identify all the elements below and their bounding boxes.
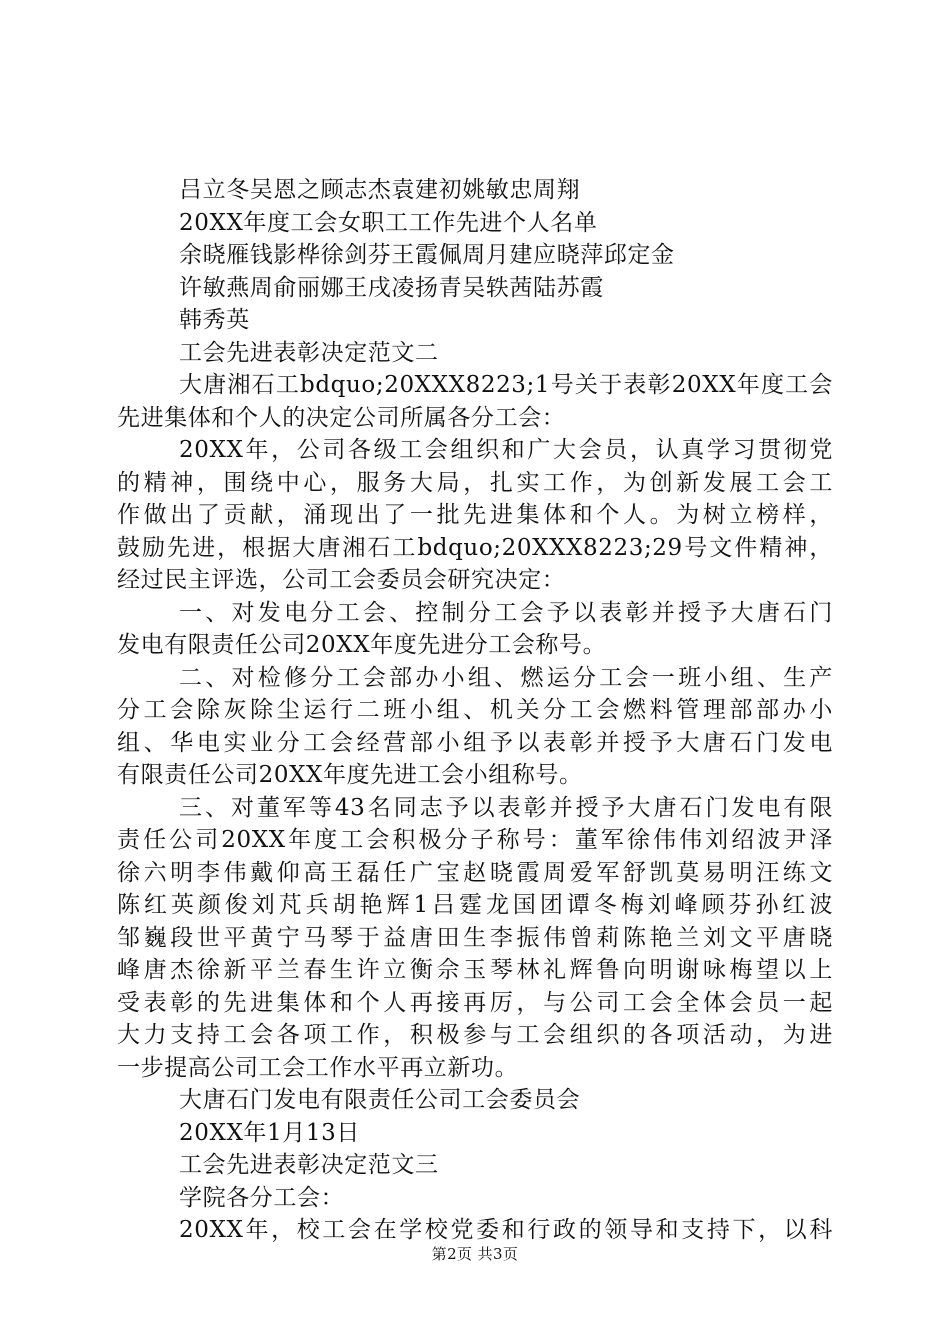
text-line: 学院各分工会： [179, 1184, 345, 1211]
text-line: 20XX年，公司各级工会组织和广大会员，认真学习贯彻党 [179, 437, 833, 463]
text-line: 许敏燕周俞丽娜王戌凌扬青吴轶茜陆苏霞 [179, 274, 604, 301]
text-line: 作做出了贡献，涌现出了一批先进集体和个人。为树立榜样， [117, 502, 833, 528]
text-line: 的精神，围绕中心，服务大局，扎实工作，为创新发展工会工 [117, 469, 833, 496]
text-line: 发电有限责任公司20XX年度先进分工会称号。 [117, 632, 607, 658]
text-line: 陈红英颜俊刘芃兵胡艳辉1吕霆龙国团谭冬梅刘峰顾芬孙红波 [117, 892, 833, 918]
text-line: 韩秀英 [179, 307, 250, 333]
text-line: 20XX年度工会女职工工作先进个人名单 [179, 209, 598, 236]
text-line: 先进集体和个人的决定公司所属各分工会： [117, 404, 566, 431]
date-line: 20XX年1月13日 [179, 1119, 360, 1146]
section-heading: 工会先进表彰决定范文二 [179, 339, 439, 366]
text-line: 有限责任公司20XX年度先进工会小组称号。 [117, 762, 583, 788]
text-line: 二、对检修分工会部办小组、燃运分工会一班小组、生产 [179, 664, 833, 691]
text-line: 大唐湘石工bdquo;20XXX8223;1号关于表彰20XX年度工会 [179, 372, 833, 398]
text-line: 经过民主评选，公司工会委员会研究决定： [117, 567, 566, 593]
signature-line: 大唐石门发电有限责任公司工会委员会 [179, 1087, 581, 1113]
text-line: 责任公司20XX年度工会积极分子称号：董军徐伟伟刘绍波尹泽 [117, 827, 833, 853]
text-line: 余晓雁钱影桦徐剑芬王霞佩周月建应晓萍邱定金 [179, 242, 675, 268]
text-line: 受表彰的先进集体和个人再接再厉，与公司工会全体会员一起 [117, 989, 833, 1016]
text-line: 三、对董军等43名同志予以表彰并授予大唐石门发电有限 [179, 794, 833, 821]
text-line: 20XX年，校工会在学校党委和行政的领导和支持下，以科 [179, 1217, 833, 1243]
text-line: 一、对发电分工会、控制分工会予以表彰并授予大唐石门 [179, 599, 833, 626]
document-body [117, 174, 833, 1247]
text-line: 鼓励先进，根据大唐湘石工bdquo;20XXX8223;29号文件精神， [117, 534, 833, 561]
text-line: 一步提高公司工会工作水平再立新功。 [117, 1054, 519, 1081]
section-heading: 工会先进表彰决定范文三 [179, 1152, 439, 1178]
text-line: 吕立冬吴恩之顾志杰袁建初姚敏忠周翔 [179, 177, 581, 203]
text-line: 组、华电实业分工会经营部小组予以表彰并授予大唐石门发电 [117, 729, 833, 756]
text-line: 邹巍段世平黄宁马琴于益唐田生李振伟曾莉陈艳兰刘文平唐晓 [117, 924, 833, 951]
text-line: 分工会除灰除尘运行二班小组、机关分工会燃料管理部部办小 [117, 697, 833, 723]
text-line: 峰唐杰徐新平兰春生许立衡佘玉琴林礼辉鲁向明谢咏梅望以上 [117, 957, 833, 983]
text-line: 徐六明李伟戴仰高王磊任广宝赵晓霞周爱军舒凯莫易明汪练文 [117, 859, 833, 886]
page-footer: 第2页 共3页 [431, 1245, 519, 1263]
text-line: 大力支持工会各项工作，积极参与工会组织的各项活动，为进 [117, 1022, 833, 1048]
